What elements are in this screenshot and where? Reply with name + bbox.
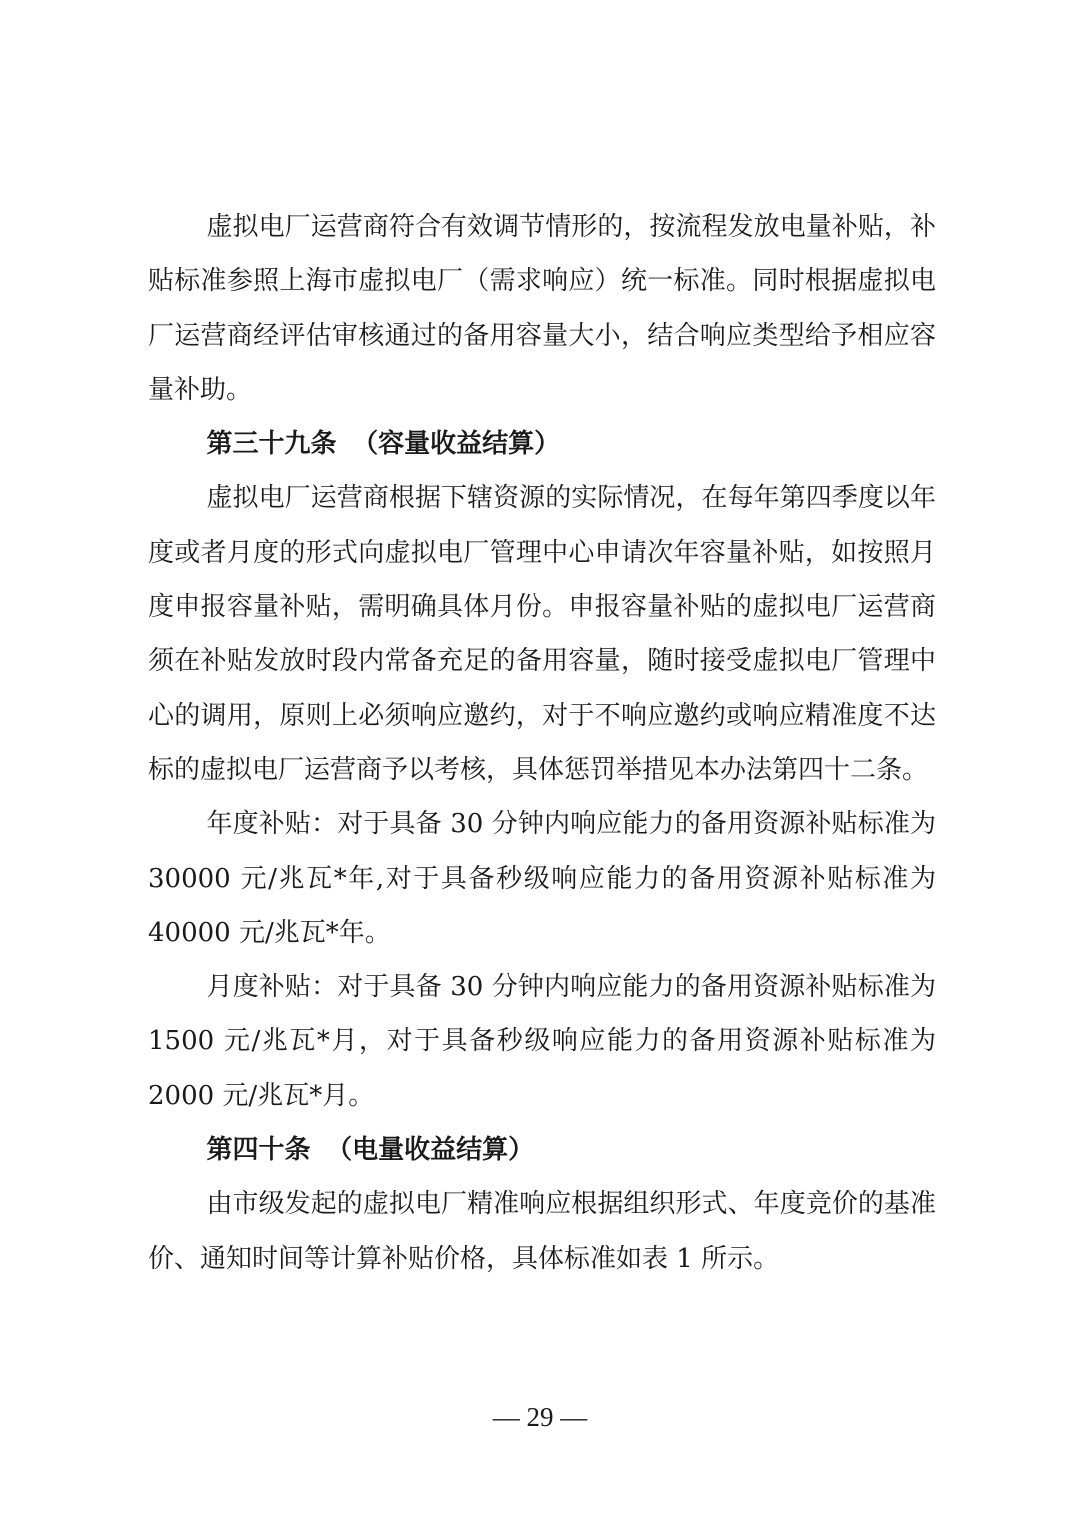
document-body	[148, 200, 936, 1286]
paragraph-monthly-subsidy: 月度补贴：对于具备 30 分钟内响应能力的备用资源补贴标准为 1500 元/兆瓦*月，对于具备秒级响应能力的备用资源补贴标准为 2000 元/兆瓦*月。	[148, 972, 936, 1111]
paragraph-annual-subsidy: 年度补贴：对于具备 30 分钟内响应能力的备用资源补贴标准为 30000 元/兆瓦*年,对于具备秒级响应能力的备用资源补贴标准为 40000 元/兆瓦*年。	[148, 809, 936, 948]
paragraph-energy-settlement: 由市级发起的虚拟电厂精准响应根据组织形式、年度竞价的基准价、通知时间等计算补贴价格，具体标准如表 1 所示。	[148, 1189, 936, 1274]
article-40-number: 第四十条	[206, 1135, 311, 1166]
article-39-heading	[148, 417, 936, 471]
article-39-title: （容量收益结算）	[352, 429, 561, 460]
paragraph-capacity-application: 虚拟电厂运营商根据下辖资源的实际情况，在每年第四季度以年度或者月度的形式向虚拟电厂管理中心申请次年容量补贴，如按照月度申报容量补贴，需明确具体月份。申报容量补贴的虚拟电厂运营商须在补贴发放时段内常备充足的备用容量，随时接受虚拟电厂管理中心的调用，原则上必须响应邀约，对于不响应邀约或响应精准度不达标的虚拟电厂运营商予以考核，具体惩罚举措见本办法第四十二条。	[148, 483, 936, 785]
article-39-number: 第三十九条	[206, 429, 337, 460]
article-40-title: （电量收益结算）	[326, 1135, 535, 1166]
paragraph-subsidy-overview: 虚拟电厂运营商符合有效调节情形的，按流程发放电量补贴，补贴标准参照上海市虚拟电厂（需求响应）统一标准。同时根据虚拟电厂运营商经评估审核通过的备用容量大小，结合响应类型给予相应容量补助。	[148, 212, 936, 405]
article-40-heading	[148, 1123, 936, 1177]
page-number: — 29 —	[492, 1402, 588, 1432]
